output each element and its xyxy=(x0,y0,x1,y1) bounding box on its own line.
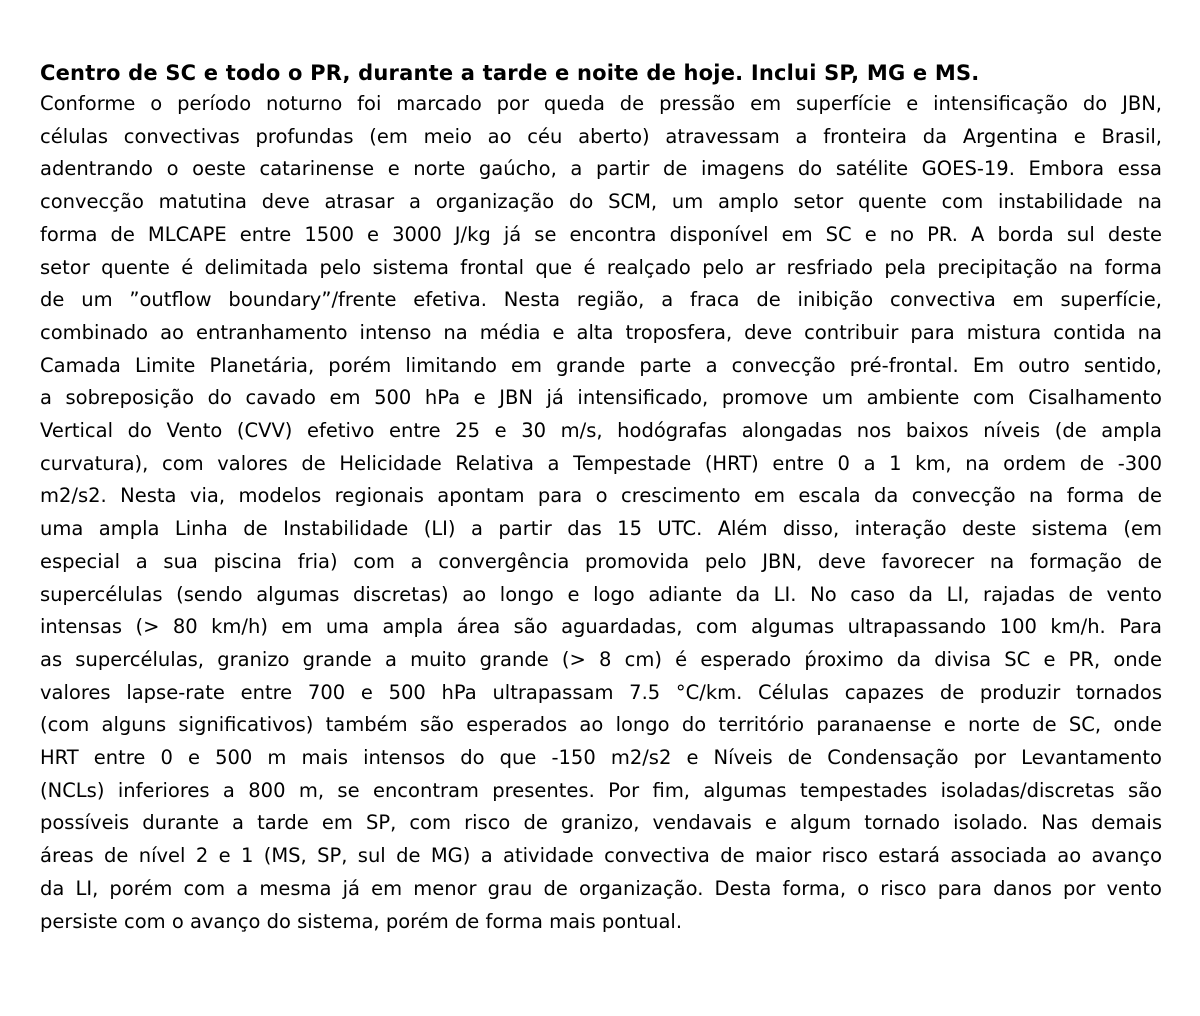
body-line: valores lapse-rate entre 700 e 500 hPa ultrapassam 7.5 °C/km. Células capazes de produzir tornados xyxy=(40,680,1162,704)
body-line: Vertical do Vento (CVV) efetivo entre 25 e 30 m/s, hodógrafas alongadas nos baixos níveis (de ampla xyxy=(40,419,1162,443)
document-body xyxy=(40,88,1162,938)
body-line: de um ”outflow boundary”/frente efetiva. Nesta região, a fraca de inibição convectiva em superfície, xyxy=(40,288,1162,312)
body-line: adentrando o oeste catarinense e norte gaúcho, a partir de imagens do satélite GOES-19. Embora essa xyxy=(40,157,1162,181)
body-line: m2/s2. Nesta via, modelos regionais apontam para o crescimento em escala da convecção na forma de xyxy=(40,484,1162,508)
body-line: da LI, porém com a mesma já em menor grau de organização. Desta forma, o risco para danos por vento xyxy=(40,876,1162,900)
body-line: uma ampla Linha de Instabilidade (LI) a partir das 15 UTC. Além disso, interação deste sistema (em xyxy=(40,517,1162,541)
body-line: forma de MLCAPE entre 1500 e 3000 J/kg já se encontra disponível em SC e no PR. A borda sul deste xyxy=(40,222,1162,246)
document xyxy=(40,58,1162,938)
document-title: Centro de SC e todo o PR, durante a tarde e noite de hoje. Inclui SP, MG e MS. xyxy=(40,61,980,85)
body-line: as supercélulas, granizo grande a muito grande (> 8 cm) é esperado ṕroximo da divisa SC e PR, onde xyxy=(40,647,1162,671)
body-line: Camada Limite Planetária, porém limitando em grande parte a convecção pré-frontal. Em outro sentido, xyxy=(40,353,1162,377)
body-line: convecção matutina deve atrasar a organização do SCM, um amplo setor quente com instabilidade na xyxy=(40,190,1162,214)
body-line: supercélulas (sendo algumas discretas) ao longo e logo adiante da LI. No caso da LI, rajadas de vento xyxy=(40,582,1162,606)
body-line: células convectivas profundas (em meio ao céu aberto) atravessam a fronteira da Argentina e Brasil, xyxy=(40,124,1162,148)
body-line: Conforme o período noturno foi marcado por queda de pressão em superfície e intensificação do JBN, xyxy=(40,92,1162,115)
body-line: HRT entre 0 e 500 m mais intensos do que -150 m2/s2 e Níveis de Condensação por Levantamento xyxy=(40,746,1162,770)
body-line: intensas (> 80 km/h) em uma ampla área são aguardadas, com algumas ultrapassando 100 km/h. Para xyxy=(40,615,1162,639)
body-line: (NCLs) inferiores a 800 m, se encontram presentes. Por fim, algumas tempestades isoladas/discretas são xyxy=(40,778,1162,802)
body-line: a sobreposição do cavado em 500 hPa e JBN já intensificado, promove um ambiente com Cisalhamento xyxy=(40,386,1162,410)
body-line: setor quente é delimitada pelo sistema frontal que é realçado pelo ar resfriado pela precipitação na forma xyxy=(40,255,1162,279)
body-line: (com alguns significativos) também são esperados ao longo do território paranaense e norte de SC, onde xyxy=(40,713,1162,737)
body-line: especial a sua piscina fria) com a convergência promovida pelo JBN, deve favorecer na formação de xyxy=(40,549,1162,573)
body-line: persiste com o avanço do sistema, porém de forma mais pontual. xyxy=(40,909,683,933)
body-line: combinado ao entranhamento intenso na média e alta troposfera, deve contribuir para mistura contida na xyxy=(40,320,1162,344)
body-line: áreas de nível 2 e 1 (MS, SP, sul de MG) a atividade convectiva de maior risco estará associada ao avanço xyxy=(40,844,1162,868)
body-line: curvatura), com valores de Helicidade Relativa a Tempestade (HRT) entre 0 a 1 km, na ordem de -300 xyxy=(40,451,1162,475)
body-line: possíveis durante a tarde em SP, com risco de granizo, vendavais e algum tornado isolado. Nas demais xyxy=(40,811,1162,835)
